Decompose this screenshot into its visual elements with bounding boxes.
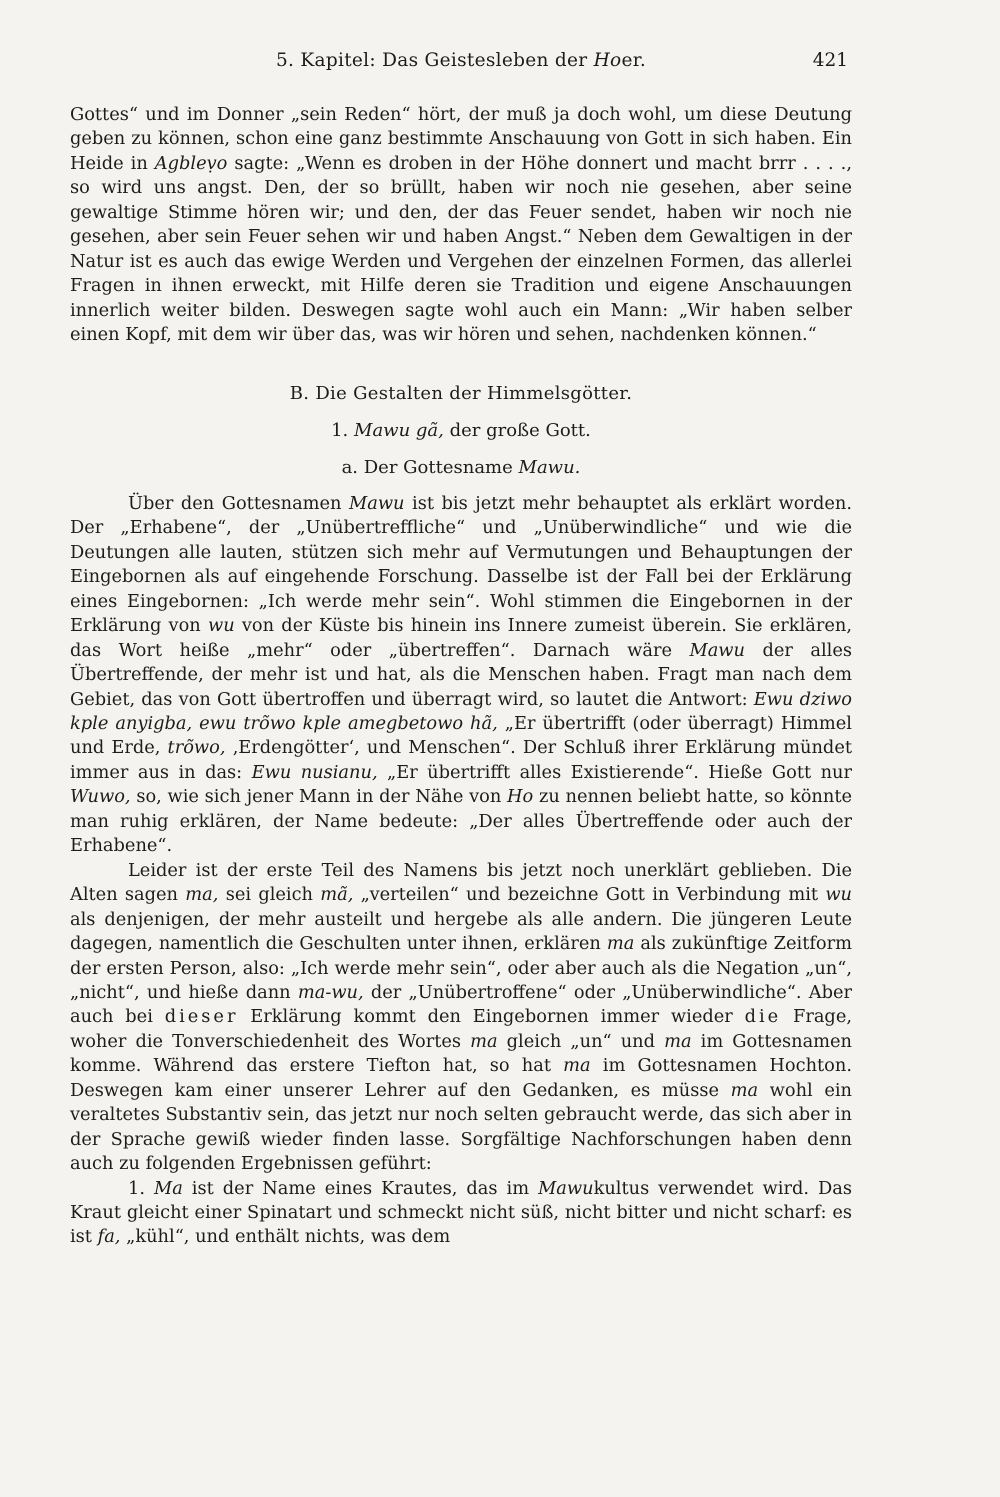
text: „verteilen“ und bezeichne Gott in Verbindung mit [353,884,826,906]
italic-term: wu [207,615,235,637]
paragraph-1 [70,103,852,348]
text: im Gottesnamen Hochton. Deswegen kam einer unserer Lehrer auf den Gedanken, es müsse [70,1055,852,1101]
italic-term: ma [730,1079,759,1101]
text: „Er übertrifft alles Existierende“. Hieße Gott nur [377,761,852,783]
text: 1. [331,419,355,441]
italic-term: Ewu dziwo kple anyigba, ewu trõwo kple amegbetowo hã, [70,688,852,734]
italic-term: trõwo, [167,737,226,759]
italic-term: ma-wu, [297,981,364,1003]
text: ‚Erdengötter‘, und Menschen“. Der Schluß ihrer Erklärung mündet immer aus in das: [70,737,852,783]
italic-term: Wuwo, [70,786,131,808]
section-heading-b: B. Die Gestalten der Himmelsgötter. [289,382,633,404]
italic-term: Ho [507,786,534,808]
title-italic: Ho [593,50,622,71]
italic-term: Mawu. [518,457,581,479]
italic-term: Mawu [538,1177,594,1199]
text: der alles Übertreffende, der mehr ist und hat, als die Menschen haben. Fragt man nach dem Gebiet, das von Gott übertroffen und überragt wird, so lautet die Antwort: [70,639,852,710]
paragraph-3 [70,859,852,1177]
italic-term: ma, [185,884,219,906]
text: von der Küste bis hinein ins Innere zumeist überein. Sie erklären, das Wort heiße „mehr“ oder „übertreffen“. Darnach wäre [70,615,852,661]
page-number: 421 [812,50,848,71]
italic-term: ma [664,1030,692,1052]
italic-term: mã, [320,884,354,906]
text: als denjenigen, der mehr austeilt und hergebe als alle andern. Die jüngeren Leute dagegen, namentlich die Geschulten unter ihnen, erklären [70,908,852,955]
text: kultus verwendet wird. Das Kraut gleicht einer Spinatart und schmeckt nicht süß, nicht bitter und nicht scharf: es ist [70,1177,852,1248]
text: Frage, woher die Tonverschiedenheit des Wortes [70,1006,852,1052]
title-text: 5. Kapitel: Das Geistesleben der [275,50,594,71]
subsubsection-heading-a [70,456,852,480]
text: Über den Gottesnamen [128,492,350,514]
text: der große Gott. [443,419,591,441]
text: „Er übertrifft (oder überragt) Himmel und Erde, [70,712,852,759]
running-header [70,48,852,76]
text: „kühl“, und enthält nichts, was dem [120,1226,451,1248]
text: sagte: „Wenn es droben in der Höhe donnert und macht brrr . . . ., so wird uns angst. Den, der so brüllt, haben wir noch nie gesehen, aber seine gewaltige Stimme hören wir; und den, der das Feuer sendet, haben wir noch nie gesehen, aber sein Feuer sehen wir und haben Angst.“ Neben dem Gewaltigen in der Natur ist es auch das ewige Werden und Vergehen der einzelnen Formen, das allerlei Fragen in ihnen erweckt, mit Hilfe deren sie Tradition und eigene Anschauungen innerlich weiter bilden. Deswegen sagte wohl auch ein Mann: „Wir haben selber einen Kopf, mit dem wir über das, was wir hören und sehen, nachdenken können.“ [70,152,852,346]
page-body [70,103,852,1250]
italic-term: fa, [97,1226,121,1248]
text: gleich „un“ und [497,1030,665,1052]
paragraph-4 [70,1177,852,1250]
text: als zukünftige Zeitform der ersten Person, also: „Ich werde mehr sein“, oder aber auch als die Negation „un“, „nicht“, und hieße dann [70,933,852,1003]
italic-term: ma [563,1055,591,1077]
title-text-end: er. [621,50,647,71]
text: a. Der Gottesname [341,457,519,479]
spaced-emphasis: die [744,1006,782,1028]
spaced-emphasis: dieser [164,1006,239,1028]
text: sei gleich [218,884,321,906]
text: Gottes“ und im Donner „sein Reden“ hört, der muß ja doch wohl, um diese Deutung geben zu können, schon eine ganz bestimmte Anschauung von Gott in sich haben. Ein Heide in [70,104,852,174]
italic-term: Ewu nusianu, [251,761,378,783]
italic-term: Agbleṿo [154,152,228,174]
italic-term: Mawu [349,492,405,514]
text: Leider ist der erste Teil des Namens bis jetzt noch unerklärt geblieben. Die Alten sagen [70,859,852,906]
italic-term: Mawu gã, [354,419,444,441]
text: der „Unübertroffene“ oder „Unüberwindliche“. Aber auch bei [70,981,852,1028]
text: Erklärung kommt den Eingebornen immer wieder [238,1006,745,1028]
italic-term: wu [825,884,852,906]
text: wohl ein veraltetes Substantiv sein, das jetzt nur noch selten gebraucht werde, das sich aber in der Sprache gewiß wieder finden lasse. Sorgfältige Nachforschungen haben denn auch zu folgenden Ergebnissen geführt: [70,1079,853,1175]
italic-term: Ma [153,1177,183,1199]
text: im Gottesnamen komme. Während das erstere Tiefton hat, so hat [70,1030,853,1077]
running-title [70,48,852,74]
text: ist bis jetzt mehr behauptet als erklärt worden. Der „Erhabene“, der „Unübertreffliche“ und „Unüberwindliche“ und wie die Deutungen alle lauten, stützen sich mehr auf Vermutungen und Behauptungen der Eingebornen als auf eingehende Forschung. Dasselbe ist der Fall bei der Erklärung eines Eingebornen: „Ich werde mehr sein“. Wohl stimmen die Eingebornen in der Erklärung von [70,492,852,637]
text: ist der Name eines Krautes, das im [182,1177,539,1199]
italic-term: ma [606,933,635,955]
subsection-heading-1 [70,419,852,443]
paragraph-2 [70,492,852,859]
text: zu nennen beliebt hatte, so könnte man ruhig erklären, der Name bedeute: „Der alles Übertreffende oder auch der Erhabene“. [70,786,852,857]
text: 1. [128,1177,154,1199]
italic-term: ma [470,1030,498,1052]
italic-term: Mawu [689,639,745,661]
text: so, wie sich jener Mann in der Nähe von [130,786,508,808]
